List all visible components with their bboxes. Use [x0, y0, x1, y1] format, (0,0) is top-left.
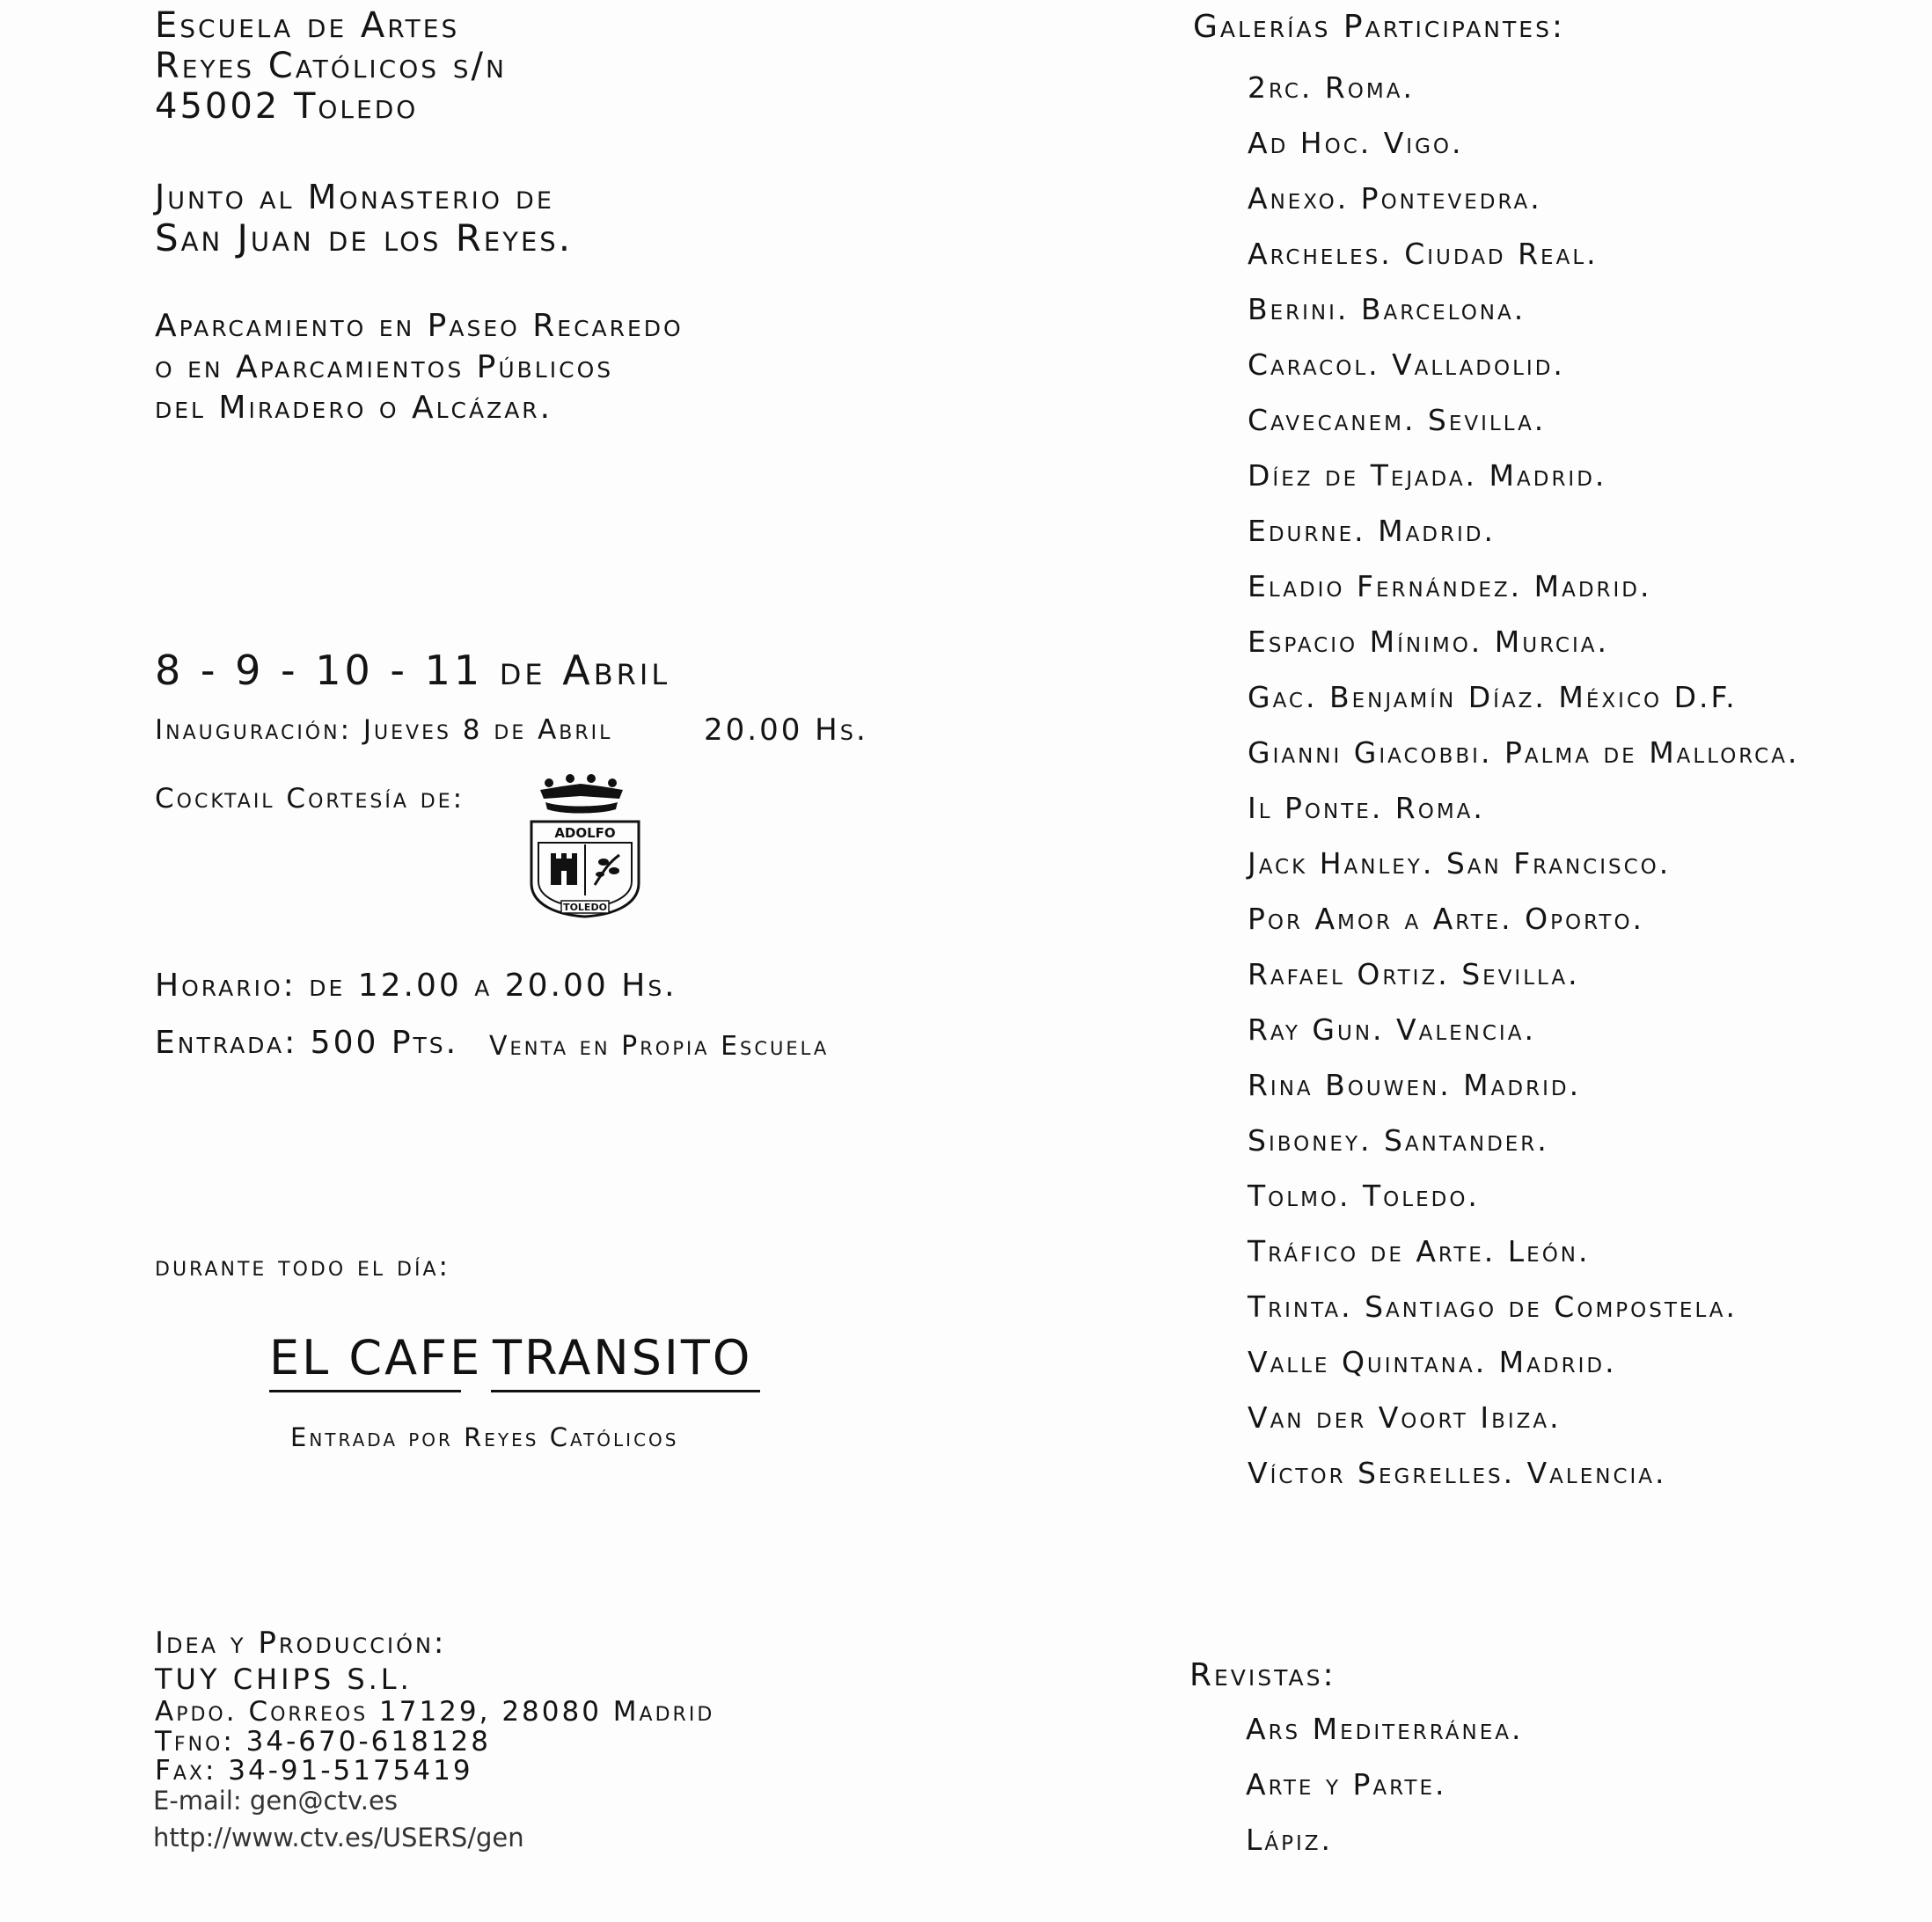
opening-time: 20.00 Hs. [704, 713, 868, 748]
credits-phone: Tfno: 34-670-618128 [155, 1726, 491, 1758]
gallery-item: Berini. Barcelona. [1248, 292, 1526, 326]
credits-title: Idea y Producción: [155, 1626, 447, 1661]
parking-line-1: Aparcamiento en Paseo Recaredo [155, 308, 684, 344]
opening-label: Inauguración: Jueves 8 de Abril [155, 714, 613, 746]
gallery-item: Caracol. Valladolid. [1248, 347, 1565, 382]
location-line-2: San Juan de los Reyes. [155, 216, 574, 259]
opening-hours: Horario: de 12.00 a 20.00 Hs. [155, 968, 677, 1004]
gallery-item: Edurne. Madrid. [1248, 514, 1496, 548]
gallery-item: Siboney. Santander. [1248, 1123, 1549, 1158]
cafe-logo-rule-2 [491, 1390, 760, 1392]
parking-line-3: del Miradero o Alcázar. [155, 390, 553, 426]
gallery-item: Archeles. Ciudad Real. [1248, 237, 1599, 271]
gallery-item: Espacio Mínimo. Murcia. [1248, 625, 1609, 659]
gallery-item: Por Amor a Arte. Oporto. [1248, 902, 1645, 936]
cafe-transito-logo [269, 1330, 760, 1392]
gallery-item: Trinta. Santiago de Compostela. [1248, 1290, 1738, 1324]
event-dates: 8 - 9 - 10 - 11 de Abril [155, 647, 671, 694]
credits-email[interactable]: E-mail: gen@ctv.es [153, 1786, 398, 1816]
cafe-logo-word-2: TRANSITO [493, 1330, 753, 1385]
school-street: Reyes Católicos s/n [155, 46, 507, 86]
all-day-label: durante todo el día: [155, 1251, 450, 1283]
gallery-item: Cavecanem. Sevilla. [1248, 403, 1547, 437]
gallery-item: Il Ponte. Roma. [1248, 791, 1485, 825]
magazine-item: Lápiz. [1246, 1823, 1334, 1857]
entry-sale: Venta en Propia Escuela [489, 1031, 830, 1062]
gallery-item: Rafael Ortiz. Sevilla. [1248, 957, 1580, 991]
credits-company: TUY CHIPS S.L. [155, 1663, 413, 1696]
school-name: Escuela de Artes [155, 5, 460, 46]
credits-postal: Apdo. Correos 17129, 28080 Madrid [155, 1696, 715, 1728]
gallery-item: Ad Hoc. Vigo. [1248, 126, 1464, 160]
gallery-item: Gianni Giacobbi. Palma de Mallorca. [1248, 735, 1800, 770]
galleries-title: Galerías Participantes: [1193, 9, 1566, 45]
gallery-item: Eladio Fernández. Madrid. [1248, 569, 1652, 603]
school-city: 45002 Toledo [155, 86, 419, 127]
credits-website[interactable]: http://www.ctv.es/USERS/gen [153, 1823, 524, 1853]
magazine-item: Arte y Parte. [1246, 1767, 1447, 1801]
parking-line-2: o en Aparcamientos Públicos [155, 349, 614, 385]
gallery-item: Ray Gun. Valencia. [1248, 1012, 1536, 1047]
gallery-item: Díez de Tejada. Madrid. [1248, 458, 1607, 493]
credits-fax: Fax: 34-91-5175419 [155, 1755, 473, 1787]
location-line-1: Junto al Monasterio de [155, 178, 554, 216]
magazines-title: Revistas: [1189, 1657, 1336, 1693]
gallery-item: Víctor Segrelles. Valencia. [1248, 1456, 1667, 1490]
gallery-item: Valle Quintana. Madrid. [1248, 1345, 1617, 1379]
gallery-item: Van der Voort Ibiza. [1248, 1400, 1562, 1435]
cafe-logo-word-1: EL CAFE [269, 1330, 483, 1385]
gallery-item: Tráfico de Arte. León. [1248, 1234, 1591, 1268]
cafe-entry: Entrada por Reyes Católicos [290, 1422, 679, 1452]
gallery-item: Jack Hanley. San Francisco. [1248, 846, 1672, 881]
emblem-bottom-text: TOLEDO [563, 902, 607, 913]
gallery-item: 2rc. Roma. [1248, 70, 1415, 105]
gallery-item: Gac. Benjamín Díaz. México D.F. [1248, 680, 1738, 714]
magazine-item: Ars Mediterránea. [1246, 1712, 1524, 1746]
adolfo-toledo-crest-icon [526, 772, 644, 920]
cafe-logo-rule-1 [269, 1390, 461, 1392]
emblem-top-text: ADOLFO [554, 825, 616, 841]
gallery-item: Rina Bouwen. Madrid. [1248, 1068, 1582, 1102]
gallery-item: Anexo. Pontevedra. [1248, 181, 1542, 216]
gallery-item: Tolmo. Toledo. [1248, 1179, 1480, 1213]
entry-price: Entrada: 500 Pts. [155, 1025, 459, 1061]
cocktail-label: Cocktail Cortesía de: [155, 783, 465, 815]
